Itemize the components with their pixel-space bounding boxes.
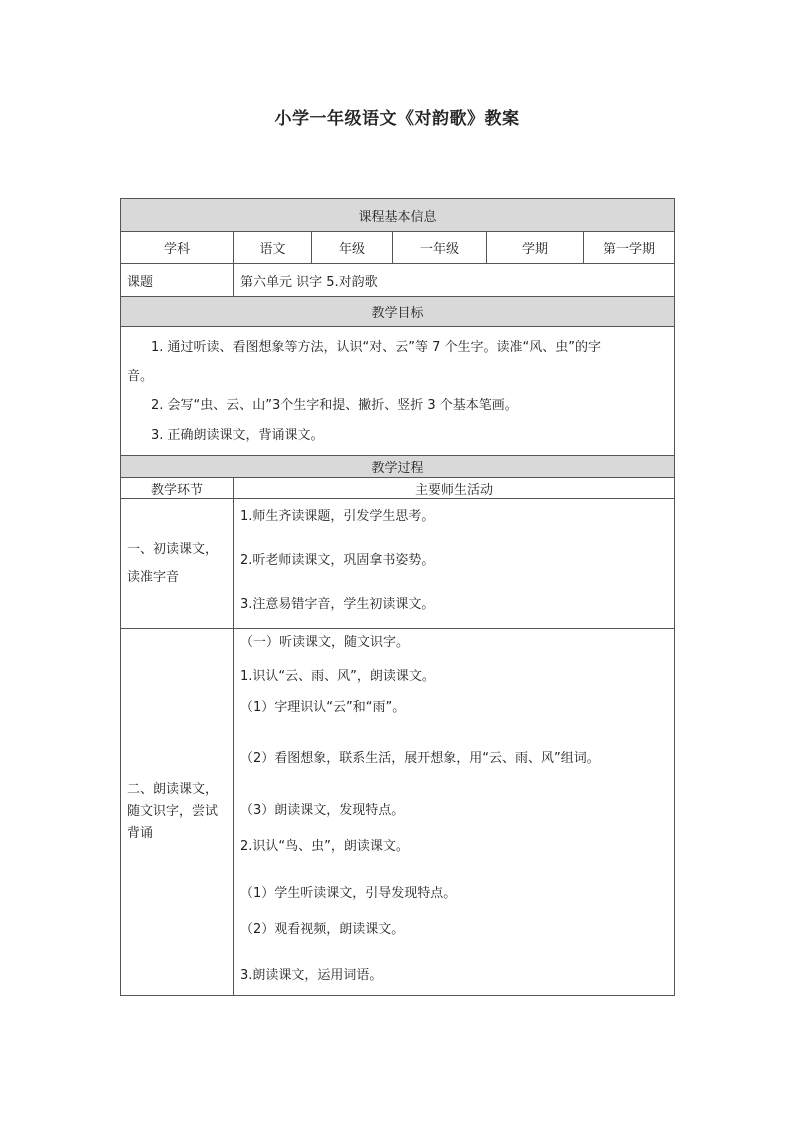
stage-1-activities [234, 499, 675, 629]
goal-item-1-continued: 音。 [127, 369, 154, 384]
activity-item: 2.识认“鸟、虫”，朗读课文。 [240, 839, 409, 854]
goal-item-2: 2. 会写“虫、云、山”3个生字和提、撇折、竖折 3 个基本笔画。 [151, 398, 518, 413]
stage-1-name-line-1: 一、初读课文， [127, 541, 219, 557]
term-value: 第一学期 [584, 232, 675, 264]
grade-label: 年级 [312, 232, 393, 264]
basic-info-header: 课程基本信息 [121, 199, 675, 232]
activity-item: （1）学生听读课文，引导发现特点。 [240, 886, 457, 901]
stage-2-name-line-1: 二、朗读课文， [127, 782, 219, 797]
activity-item: （2）看图想象，联系生活，展开想象，用“云、雨、风”组词。 [240, 751, 600, 766]
stage-2-name-line-3: 背诵 [127, 826, 154, 841]
lesson-value: 第六单元 识字 5.对韵歌 [234, 264, 675, 297]
lesson-label: 课题 [121, 264, 234, 297]
goals-list [121, 327, 675, 456]
stage-1-name [121, 499, 234, 629]
activity-item: 3.朗读课文，运用词语。 [240, 968, 383, 983]
activity-column-header: 主要师生活动 [234, 478, 675, 499]
stage-2-name-line-2: 随文识字，尝试 [127, 804, 219, 819]
process-header: 教学过程 [121, 456, 675, 478]
activity-item: （3）朗读课文，发现特点。 [240, 803, 405, 818]
stage-2-activities [234, 629, 675, 996]
goal-item-3: 3. 正确朗读课文，背诵课文。 [151, 428, 324, 443]
activity-item: （2）观看视频，朗读课文。 [240, 922, 405, 937]
term-label: 学期 [487, 232, 584, 264]
goal-item-1: 1. 通过听读、看图想象等方法，认识“对、云”等 7 个生字。读准“风、虫”的字 [151, 340, 602, 355]
subject-value: 语文 [234, 232, 312, 264]
goals-header: 教学目标 [121, 297, 675, 327]
activity-item: 2.听老师读课文，巩固拿书姿势。 [240, 553, 435, 568]
subject-label: 学科 [121, 232, 234, 264]
activity-item: （一）听读课文，随文识字。 [240, 635, 410, 650]
lesson-plan-table [120, 198, 675, 996]
stage-2-name [121, 629, 234, 996]
stage-1-name-line-2: 读准字音 [127, 569, 180, 585]
stage-column-header: 教学环节 [121, 478, 234, 499]
activity-item: 1.识认“云、雨、风”，朗读课文。 [240, 669, 435, 684]
document-title: 小学一年级语文《对韵歌》教案 [274, 109, 520, 129]
activity-item: （1）字理识认“云”和“雨”。 [240, 700, 406, 715]
activity-item: 1.师生齐读课题，引发学生思考。 [240, 509, 435, 524]
grade-value: 一年级 [393, 232, 487, 264]
activity-item: 3.注意易错字音，学生初读课文。 [240, 597, 435, 612]
